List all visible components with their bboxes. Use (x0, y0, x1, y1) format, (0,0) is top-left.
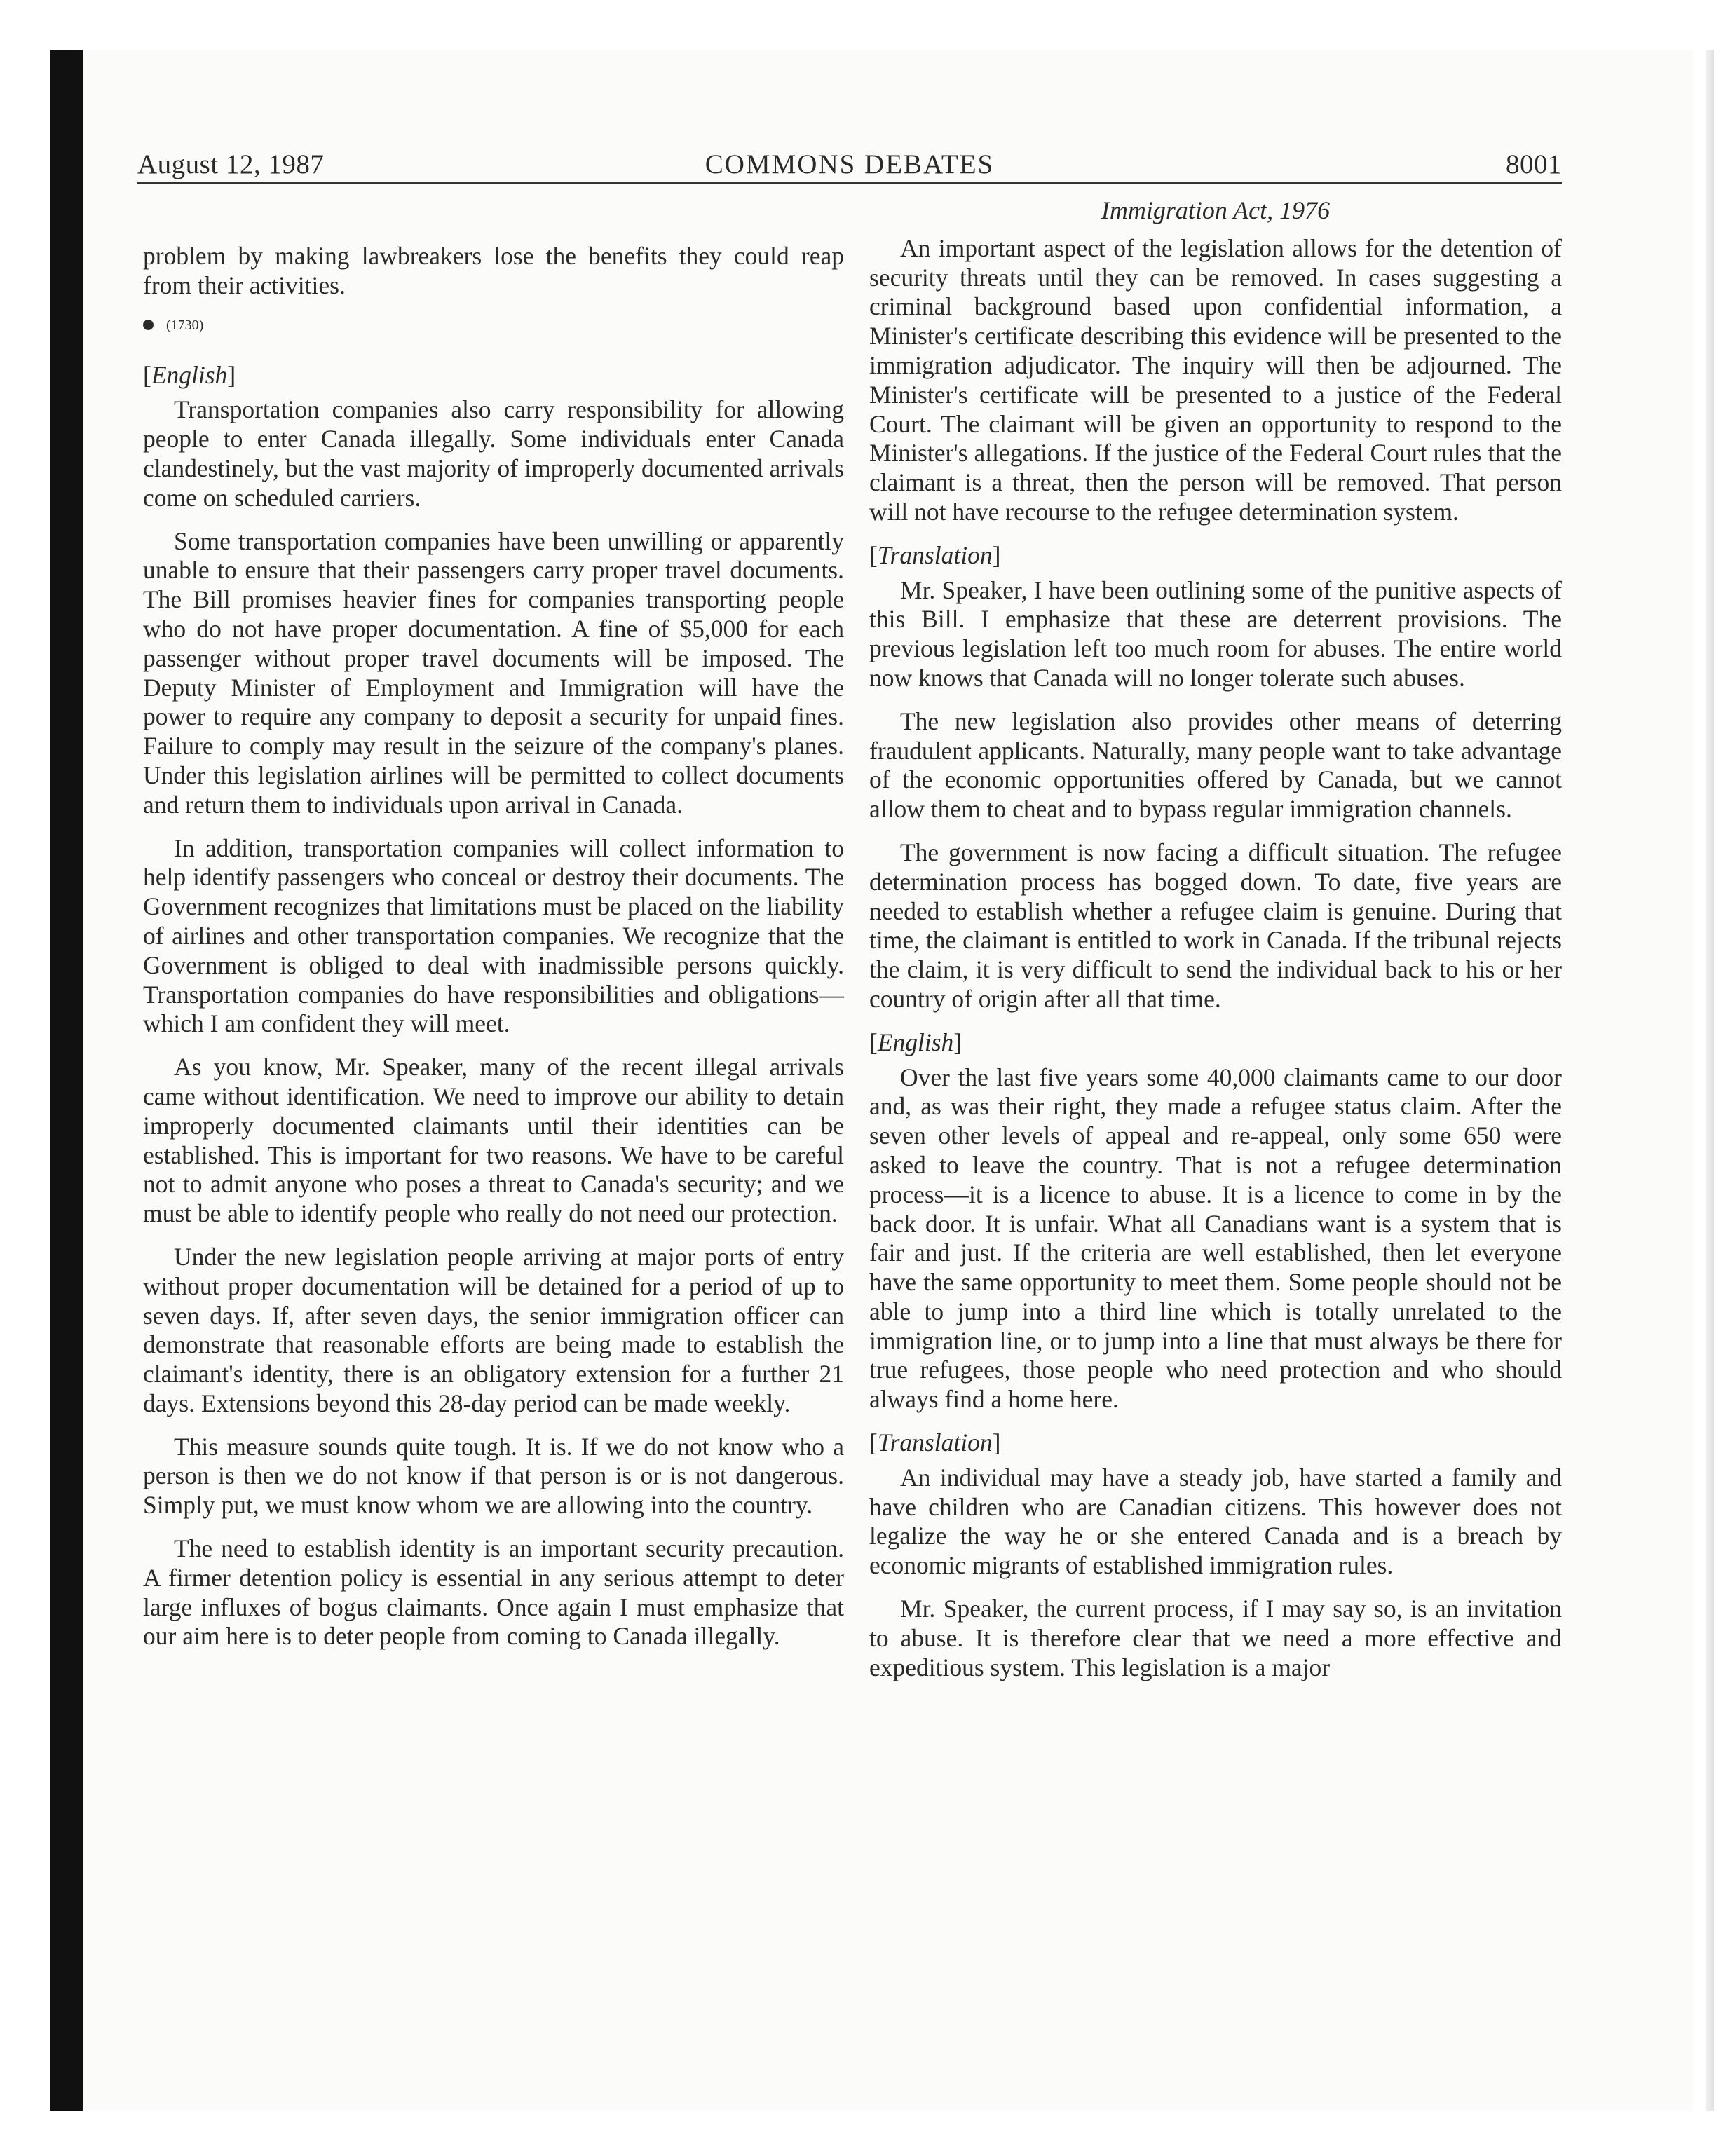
paragraph: This measure sounds quite tough. It is. If we do not know who a person is then we do not know if that person is or is not dangerous. Simply put, we must know whom we are allowing into the country. (143, 1432, 844, 1520)
header-date: August 12, 1987 (137, 149, 325, 179)
paragraph: Some transportation companies have been unwilling or apparently unable to ensure that their passengers carry proper travel documents. The Bill promises heavier fines for companies transporting people who do not have proper documentation. A fine of $5,000 for each passenger without proper travel documents will be imposed. The Deputy Minister of Employment and Immigration will have the power to require any company to deposit a security for unpaid fines. Failure to comply may result in the seizure of the company's planes. Under this legislation airlines will be permitted to collect documents and return them to individuals upon arrival in Canada. (143, 526, 844, 819)
right-column (869, 196, 1562, 1696)
paragraph: Under the new legislation people arriving at major ports of entry without proper documentation will be detained for a period of up to seven days. If, after seven days, the senior immigration officer can demonstrate that reasonable efforts are being made to establish the claimant's identity, there is an obligatory extension for a further 21 days. Extensions beyond this 28-day period can be made weekly. (143, 1242, 844, 1417)
paragraph: Over the last five years some 40,000 claimants came to our door and, as was their right, they made a refugee status claim. After the seven other levels of appeal and re-appeal, only some 650 were asked to leave the country. That is not a refugee determination process—it is a licence to abuse. It is a licence to come in by the back door. It is unfair. What all Canadians want is a system that is fair and just. If the criteria are well established, then let everyone have the same opportunity to meet them. Some people should not be able to jump into a third line which is totally unrelated to the immigration line, or to jump into a line that must always be there for true refugees, those people who need protection and who should always find a home here. (869, 1063, 1562, 1414)
paragraph: The need to establish identity is an important security precaution. A firmer detention policy is essential in any serious attempt to deter large influxes of bogus claimants. Once again I must emphasize that our aim here is to deter people from coming to Canada illegally. (143, 1534, 844, 1651)
paragraph: Mr. Speaker, the current process, if I may say so, is an invitation to abuse. It is therefore clear that we need a more effective and expeditious system. This legislation is a major (869, 1595, 1562, 1681)
scan-shadow (1706, 50, 1714, 2111)
left-column (143, 242, 844, 1665)
bullet-icon (143, 320, 154, 330)
language-label: English (877, 1028, 954, 1056)
paragraph: Mr. Speaker, I have been outlining some of the punitive aspects of this Bill. I emphasize that these are deterrent provisions. The previous legislation left too much room for abuses. The entire world now knows that Canada will no longer tolerate such abuses. (869, 575, 1562, 692)
language-marker: [Translation] (869, 1428, 1001, 1457)
page-number: 8001 (1506, 149, 1562, 179)
language-marker: [Translation] (869, 540, 1001, 569)
language-marker: [English] (143, 360, 236, 389)
paragraph: As you know, Mr. Speaker, many of the recent illegal arrivals came without identification. We need to improve our ability to detain improperly documented claimants until their identities can be established. This is important for two reasons. We have to be careful not to admit anyone who poses a threat to Canada's security; and we must be able to identify people who really do not need our protection. (143, 1053, 844, 1228)
paragraph: In addition, transportation companies will collect information to help identify passengers who conceal or destroy their documents. The Government recognizes that limitations must be placed on the liability of airlines and other transportation companies. We recognize that the Government is obliged to deal with inadmissible persons quickly. Transportation companies do have responsibilities and obligations—which I am confident they will meet. (143, 833, 844, 1038)
paragraph: The new legislation also provides other means of deterring fraudulent applicants. Naturally, many people want to take advantage of the economic opportunities offered by Canada, but we cannot allow them to cheat and to bypass regular immigration channels. (869, 707, 1562, 824)
language-label: English (151, 360, 228, 389)
language-label: Translation (877, 1428, 993, 1457)
paragraph: An important aspect of the legislation allows for the detention of security threats until they can be removed. In cases suggesting a criminal background based upon confidential information, a Minister's certificate describing this evidence will be presented to the immigration adjudicator. The inquiry will then be adjourned. The Minister's certificate will be presented to a justice of the Federal Court. The claimant will be given an opportunity to respond to the Minister's allegations. If the justice of the Federal Court rules that the claimant is a threat, then the person will be removed. That person will not have recourse to the refugee determination system. (869, 233, 1562, 526)
time-marker (143, 315, 844, 336)
header-title: COMMONS DEBATES (705, 149, 995, 179)
scan-border (50, 50, 83, 2111)
section-heading: Immigration Act, 1976 (1101, 196, 1331, 224)
paragraph: problem by making lawbreakers lose the benefits they could reap from their activities. (143, 242, 844, 299)
paragraph: Transportation companies also carry responsibility for allowing people to enter Canada illegally. Some individuals enter Canada clandestinely, but the vast majority of improperly documented arrivals come on scheduled carriers. (143, 395, 844, 512)
language-label: Translation (877, 540, 993, 569)
paragraph: An individual may have a steady job, have started a family and have children who are Canadian citizens. This however does not legalize the way he or she entered Canada and is a breach by economic migrants of established immigration rules. (869, 1463, 1562, 1580)
language-marker: [English] (869, 1028, 962, 1056)
paragraph: The government is now facing a difficult situation. The refugee determination process has bogged down. To date, five years are needed to establish whether a refugee claim is genuine. During that time, the claimant is entitled to work in Canada. If the tribunal rejects the claim, it is very difficult to send the individual back to his or her country of origin after all that time. (869, 838, 1562, 1013)
running-header (137, 149, 1562, 184)
time-marker-text: (1730) (166, 317, 204, 333)
